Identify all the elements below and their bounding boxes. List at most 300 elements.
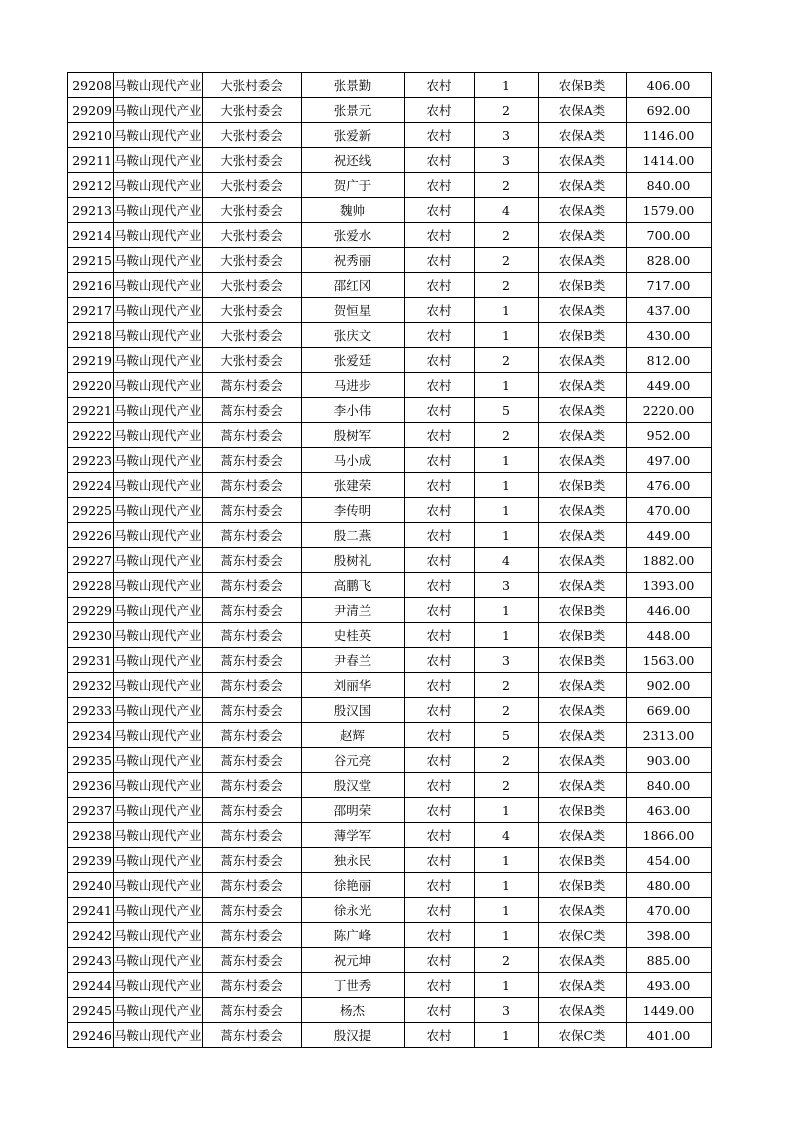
name-cell: 贺恒星: [301, 298, 404, 323]
name-cell: 杨杰: [301, 998, 404, 1023]
household-size-cell: 4: [474, 548, 538, 573]
record-id-cell: 29211: [68, 148, 114, 173]
name-cell: 殷二燕: [301, 523, 404, 548]
amount-cell: 449.00: [626, 373, 711, 398]
name-cell: 谷元亮: [301, 748, 404, 773]
insurance-category-cell: 农保A类: [538, 173, 626, 198]
area-type-cell: 农村: [404, 223, 474, 248]
household-size-cell: 2: [474, 423, 538, 448]
area-type-cell: 农村: [404, 623, 474, 648]
village-committee-cell: 大张村委会: [202, 248, 301, 273]
village-committee-cell: 大张村委会: [202, 348, 301, 373]
household-size-cell: 2: [474, 348, 538, 373]
table-row: [68, 773, 712, 798]
village-committee-cell: 蒿东村委会: [202, 448, 301, 473]
insurance-category-cell: 农保A类: [538, 298, 626, 323]
household-size-cell: 1: [474, 498, 538, 523]
amount-cell: 1579.00: [626, 198, 711, 223]
insurance-category-cell: 农保A类: [538, 998, 626, 1023]
insurance-category-cell: 农保A类: [538, 148, 626, 173]
table-row: [68, 173, 712, 198]
household-size-cell: 1: [474, 298, 538, 323]
village-committee-cell: 蒿东村委会: [202, 998, 301, 1023]
district-cell: 马鞍山现代产业: [114, 148, 203, 173]
amount-cell: 497.00: [626, 448, 711, 473]
record-id-cell: 29224: [68, 473, 114, 498]
name-cell: 祝秀丽: [301, 248, 404, 273]
table-row: [68, 923, 712, 948]
amount-cell: 480.00: [626, 873, 711, 898]
district-cell: 马鞍山现代产业: [114, 873, 203, 898]
name-cell: 殷汉国: [301, 698, 404, 723]
table-row: [68, 798, 712, 823]
insurance-category-cell: 农保A类: [538, 973, 626, 998]
area-type-cell: 农村: [404, 348, 474, 373]
insurance-category-cell: 农保B类: [538, 848, 626, 873]
record-id-cell: 29232: [68, 673, 114, 698]
area-type-cell: 农村: [404, 873, 474, 898]
name-cell: 张爱新: [301, 123, 404, 148]
amount-cell: 493.00: [626, 973, 711, 998]
village-committee-cell: 大张村委会: [202, 123, 301, 148]
village-committee-cell: 蒿东村委会: [202, 723, 301, 748]
record-id-cell: 29228: [68, 573, 114, 598]
record-id-cell: 29212: [68, 173, 114, 198]
area-type-cell: 农村: [404, 523, 474, 548]
record-id-cell: 29218: [68, 323, 114, 348]
amount-cell: 952.00: [626, 423, 711, 448]
record-id-cell: 29238: [68, 823, 114, 848]
household-size-cell: 2: [474, 273, 538, 298]
name-cell: 魏帅: [301, 198, 404, 223]
district-cell: 马鞍山现代产业: [114, 673, 203, 698]
household-size-cell: 5: [474, 723, 538, 748]
name-cell: 张庆文: [301, 323, 404, 348]
name-cell: 尹清兰: [301, 598, 404, 623]
district-cell: 马鞍山现代产业: [114, 773, 203, 798]
amount-cell: 470.00: [626, 498, 711, 523]
table-row: [68, 523, 712, 548]
record-id-cell: 29239: [68, 848, 114, 873]
insurance-category-cell: 农保B类: [538, 648, 626, 673]
amount-cell: 1882.00: [626, 548, 711, 573]
district-cell: 马鞍山现代产业: [114, 448, 203, 473]
insurance-category-cell: 农保C类: [538, 1023, 626, 1048]
district-cell: 马鞍山现代产业: [114, 698, 203, 723]
household-size-cell: 1: [474, 923, 538, 948]
area-type-cell: 农村: [404, 473, 474, 498]
district-cell: 马鞍山现代产业: [114, 273, 203, 298]
record-id-cell: 29231: [68, 648, 114, 673]
table-row: [68, 373, 712, 398]
table-row: [68, 323, 712, 348]
household-size-cell: 5: [474, 398, 538, 423]
table-row: [68, 998, 712, 1023]
insurance-category-cell: 农保A类: [538, 523, 626, 548]
area-type-cell: 农村: [404, 248, 474, 273]
district-cell: 马鞍山现代产业: [114, 198, 203, 223]
table-row: [68, 423, 712, 448]
area-type-cell: 农村: [404, 773, 474, 798]
village-committee-cell: 蒿东村委会: [202, 598, 301, 623]
record-id-cell: 29243: [68, 948, 114, 973]
household-size-cell: 1: [474, 973, 538, 998]
table-row: [68, 248, 712, 273]
area-type-cell: 农村: [404, 973, 474, 998]
household-size-cell: 3: [474, 123, 538, 148]
record-id-cell: 29226: [68, 523, 114, 548]
area-type-cell: 农村: [404, 548, 474, 573]
village-committee-cell: 蒿东村委会: [202, 623, 301, 648]
household-size-cell: 1: [474, 848, 538, 873]
district-cell: 马鞍山现代产业: [114, 1023, 203, 1048]
district-cell: 马鞍山现代产业: [114, 173, 203, 198]
amount-cell: 449.00: [626, 523, 711, 548]
district-cell: 马鞍山现代产业: [114, 223, 203, 248]
name-cell: 徐艳丽: [301, 873, 404, 898]
name-cell: 贺广于: [301, 173, 404, 198]
record-id-cell: 29209: [68, 98, 114, 123]
village-committee-cell: 蒿东村委会: [202, 523, 301, 548]
record-id-cell: 29240: [68, 873, 114, 898]
household-size-cell: 2: [474, 98, 538, 123]
area-type-cell: 农村: [404, 323, 474, 348]
household-size-cell: 2: [474, 698, 538, 723]
district-cell: 马鞍山现代产业: [114, 723, 203, 748]
household-size-cell: 2: [474, 173, 538, 198]
insurance-category-cell: 农保A类: [538, 373, 626, 398]
name-cell: 薄学军: [301, 823, 404, 848]
district-cell: 马鞍山现代产业: [114, 948, 203, 973]
name-cell: 马进步: [301, 373, 404, 398]
table-row: [68, 548, 712, 573]
insurance-category-cell: 农保A类: [538, 248, 626, 273]
village-committee-cell: 大张村委会: [202, 98, 301, 123]
name-cell: 刘丽华: [301, 673, 404, 698]
record-id-cell: 29234: [68, 723, 114, 748]
village-committee-cell: 大张村委会: [202, 173, 301, 198]
district-cell: 马鞍山现代产业: [114, 623, 203, 648]
insurance-category-cell: 农保C类: [538, 923, 626, 948]
table-row: [68, 898, 712, 923]
insurance-category-cell: 农保A类: [538, 548, 626, 573]
amount-cell: 902.00: [626, 673, 711, 698]
records-table: [67, 72, 712, 1048]
table-row: [68, 648, 712, 673]
table-row: [68, 498, 712, 523]
insurance-category-cell: 农保A类: [538, 98, 626, 123]
village-committee-cell: 蒿东村委会: [202, 898, 301, 923]
record-id-cell: 29217: [68, 298, 114, 323]
village-committee-cell: 蒿东村委会: [202, 498, 301, 523]
village-committee-cell: 蒿东村委会: [202, 1023, 301, 1048]
district-cell: 马鞍山现代产业: [114, 648, 203, 673]
table-row: [68, 723, 712, 748]
name-cell: 张建荣: [301, 473, 404, 498]
record-id-cell: 29208: [68, 73, 114, 98]
insurance-category-cell: 农保A类: [538, 198, 626, 223]
amount-cell: 692.00: [626, 98, 711, 123]
record-id-cell: 29213: [68, 198, 114, 223]
household-size-cell: 4: [474, 823, 538, 848]
village-committee-cell: 大张村委会: [202, 73, 301, 98]
record-id-cell: 29219: [68, 348, 114, 373]
household-size-cell: 2: [474, 248, 538, 273]
household-size-cell: 3: [474, 573, 538, 598]
amount-cell: 812.00: [626, 348, 711, 373]
table-row: [68, 98, 712, 123]
name-cell: 祝还线: [301, 148, 404, 173]
insurance-category-cell: 农保A类: [538, 698, 626, 723]
amount-cell: 448.00: [626, 623, 711, 648]
area-type-cell: 农村: [404, 648, 474, 673]
insurance-category-cell: 农保B类: [538, 798, 626, 823]
record-id-cell: 29236: [68, 773, 114, 798]
record-id-cell: 29214: [68, 223, 114, 248]
amount-cell: 2220.00: [626, 398, 711, 423]
name-cell: 殷树军: [301, 423, 404, 448]
table-row: [68, 873, 712, 898]
name-cell: 张景元: [301, 98, 404, 123]
district-cell: 马鞍山现代产业: [114, 473, 203, 498]
area-type-cell: 农村: [404, 898, 474, 923]
village-committee-cell: 大张村委会: [202, 298, 301, 323]
village-committee-cell: 蒿东村委会: [202, 923, 301, 948]
amount-cell: 463.00: [626, 798, 711, 823]
insurance-category-cell: 农保B类: [538, 473, 626, 498]
record-id-cell: 29245: [68, 998, 114, 1023]
record-id-cell: 29227: [68, 548, 114, 573]
district-cell: 马鞍山现代产业: [114, 323, 203, 348]
district-cell: 马鞍山现代产业: [114, 748, 203, 773]
village-committee-cell: 大张村委会: [202, 273, 301, 298]
household-size-cell: 1: [474, 523, 538, 548]
insurance-category-cell: 农保A类: [538, 773, 626, 798]
district-cell: 马鞍山现代产业: [114, 398, 203, 423]
table-row: [68, 198, 712, 223]
area-type-cell: 农村: [404, 998, 474, 1023]
name-cell: 张景勤: [301, 73, 404, 98]
household-size-cell: 1: [474, 598, 538, 623]
district-cell: 马鞍山现代产业: [114, 598, 203, 623]
village-committee-cell: 蒿东村委会: [202, 973, 301, 998]
amount-cell: 885.00: [626, 948, 711, 973]
insurance-category-cell: 农保A类: [538, 448, 626, 473]
amount-cell: 1449.00: [626, 998, 711, 1023]
amount-cell: 1563.00: [626, 648, 711, 673]
table-row: [68, 473, 712, 498]
amount-cell: 470.00: [626, 898, 711, 923]
area-type-cell: 农村: [404, 923, 474, 948]
area-type-cell: 农村: [404, 798, 474, 823]
district-cell: 马鞍山现代产业: [114, 73, 203, 98]
household-size-cell: 1: [474, 373, 538, 398]
district-cell: 马鞍山现代产业: [114, 98, 203, 123]
household-size-cell: 1: [474, 73, 538, 98]
table-row: [68, 448, 712, 473]
name-cell: 殷汉提: [301, 1023, 404, 1048]
district-cell: 马鞍山现代产业: [114, 548, 203, 573]
table-row: [68, 73, 712, 98]
name-cell: 李传明: [301, 498, 404, 523]
village-committee-cell: 蒿东村委会: [202, 673, 301, 698]
record-id-cell: 29244: [68, 973, 114, 998]
name-cell: 李小伟: [301, 398, 404, 423]
amount-cell: 454.00: [626, 848, 711, 873]
district-cell: 马鞍山现代产业: [114, 523, 203, 548]
household-size-cell: 1: [474, 448, 538, 473]
area-type-cell: 农村: [404, 373, 474, 398]
area-type-cell: 农村: [404, 173, 474, 198]
village-committee-cell: 蒿东村委会: [202, 873, 301, 898]
name-cell: 徐永光: [301, 898, 404, 923]
table-row: [68, 223, 712, 248]
household-size-cell: 1: [474, 898, 538, 923]
village-committee-cell: 蒿东村委会: [202, 648, 301, 673]
amount-cell: 828.00: [626, 248, 711, 273]
area-type-cell: 农村: [404, 698, 474, 723]
area-type-cell: 农村: [404, 448, 474, 473]
record-id-cell: 29230: [68, 623, 114, 648]
record-id-cell: 29221: [68, 398, 114, 423]
amount-cell: 401.00: [626, 1023, 711, 1048]
area-type-cell: 农村: [404, 273, 474, 298]
name-cell: 尹春兰: [301, 648, 404, 673]
name-cell: 陈广峰: [301, 923, 404, 948]
table-row: [68, 123, 712, 148]
district-cell: 马鞍山现代产业: [114, 373, 203, 398]
household-size-cell: 2: [474, 948, 538, 973]
records-table-body: [68, 73, 712, 1048]
district-cell: 马鞍山现代产业: [114, 998, 203, 1023]
insurance-category-cell: 农保B类: [538, 873, 626, 898]
district-cell: 马鞍山现代产业: [114, 823, 203, 848]
insurance-category-cell: 农保A类: [538, 498, 626, 523]
table-row: [68, 298, 712, 323]
village-committee-cell: 蒿东村委会: [202, 573, 301, 598]
amount-cell: 840.00: [626, 173, 711, 198]
name-cell: 高鹏飞: [301, 573, 404, 598]
amount-cell: 437.00: [626, 298, 711, 323]
insurance-category-cell: 农保A类: [538, 123, 626, 148]
amount-cell: 430.00: [626, 323, 711, 348]
insurance-category-cell: 农保A类: [538, 948, 626, 973]
insurance-category-cell: 农保A类: [538, 823, 626, 848]
village-committee-cell: 蒿东村委会: [202, 848, 301, 873]
table-row: [68, 823, 712, 848]
table-row: [68, 148, 712, 173]
amount-cell: 1866.00: [626, 823, 711, 848]
table-row: [68, 673, 712, 698]
table-row: [68, 273, 712, 298]
village-committee-cell: 大张村委会: [202, 223, 301, 248]
area-type-cell: 农村: [404, 673, 474, 698]
record-id-cell: 29233: [68, 698, 114, 723]
name-cell: 赵辉: [301, 723, 404, 748]
table-row: [68, 748, 712, 773]
amount-cell: 669.00: [626, 698, 711, 723]
area-type-cell: 农村: [404, 98, 474, 123]
amount-cell: 476.00: [626, 473, 711, 498]
name-cell: 丁世秀: [301, 973, 404, 998]
amount-cell: 1393.00: [626, 573, 711, 598]
insurance-category-cell: 农保A类: [538, 898, 626, 923]
name-cell: 邵明荣: [301, 798, 404, 823]
district-cell: 马鞍山现代产业: [114, 573, 203, 598]
household-size-cell: 1: [474, 1023, 538, 1048]
amount-cell: 406.00: [626, 73, 711, 98]
district-cell: 马鞍山现代产业: [114, 923, 203, 948]
household-size-cell: 1: [474, 473, 538, 498]
table-row: [68, 1023, 712, 1048]
name-cell: 祝元坤: [301, 948, 404, 973]
record-id-cell: 29223: [68, 448, 114, 473]
district-cell: 马鞍山现代产业: [114, 298, 203, 323]
village-committee-cell: 大张村委会: [202, 198, 301, 223]
amount-cell: 700.00: [626, 223, 711, 248]
area-type-cell: 农村: [404, 598, 474, 623]
name-cell: 殷汉堂: [301, 773, 404, 798]
amount-cell: 446.00: [626, 598, 711, 623]
name-cell: 邵红冈: [301, 273, 404, 298]
table-row: [68, 973, 712, 998]
area-type-cell: 农村: [404, 948, 474, 973]
area-type-cell: 农村: [404, 823, 474, 848]
name-cell: 张爱水: [301, 223, 404, 248]
amount-cell: 717.00: [626, 273, 711, 298]
village-committee-cell: 蒿东村委会: [202, 773, 301, 798]
amount-cell: 2313.00: [626, 723, 711, 748]
record-id-cell: 29216: [68, 273, 114, 298]
area-type-cell: 农村: [404, 198, 474, 223]
amount-cell: 1146.00: [626, 123, 711, 148]
village-committee-cell: 蒿东村委会: [202, 548, 301, 573]
record-id-cell: 29241: [68, 898, 114, 923]
record-id-cell: 29246: [68, 1023, 114, 1048]
district-cell: 马鞍山现代产业: [114, 498, 203, 523]
name-cell: 马小成: [301, 448, 404, 473]
district-cell: 马鞍山现代产业: [114, 898, 203, 923]
record-id-cell: 29235: [68, 748, 114, 773]
household-size-cell: 2: [474, 673, 538, 698]
insurance-category-cell: 农保B类: [538, 273, 626, 298]
household-size-cell: 2: [474, 223, 538, 248]
record-id-cell: 29242: [68, 923, 114, 948]
district-cell: 马鞍山现代产业: [114, 423, 203, 448]
table-row: [68, 848, 712, 873]
insurance-category-cell: 农保B类: [538, 598, 626, 623]
household-size-cell: 1: [474, 798, 538, 823]
record-id-cell: 29220: [68, 373, 114, 398]
area-type-cell: 农村: [404, 73, 474, 98]
insurance-category-cell: 农保A类: [538, 423, 626, 448]
village-committee-cell: 蒿东村委会: [202, 373, 301, 398]
record-id-cell: 29222: [68, 423, 114, 448]
village-committee-cell: 蒿东村委会: [202, 798, 301, 823]
area-type-cell: 农村: [404, 748, 474, 773]
village-committee-cell: 大张村委会: [202, 323, 301, 348]
amount-cell: 1414.00: [626, 148, 711, 173]
area-type-cell: 农村: [404, 148, 474, 173]
area-type-cell: 农村: [404, 123, 474, 148]
insurance-category-cell: 农保A类: [538, 223, 626, 248]
table-row: [68, 948, 712, 973]
district-cell: 马鞍山现代产业: [114, 248, 203, 273]
household-size-cell: 4: [474, 198, 538, 223]
household-size-cell: 3: [474, 998, 538, 1023]
area-type-cell: 农村: [404, 498, 474, 523]
village-committee-cell: 蒿东村委会: [202, 398, 301, 423]
